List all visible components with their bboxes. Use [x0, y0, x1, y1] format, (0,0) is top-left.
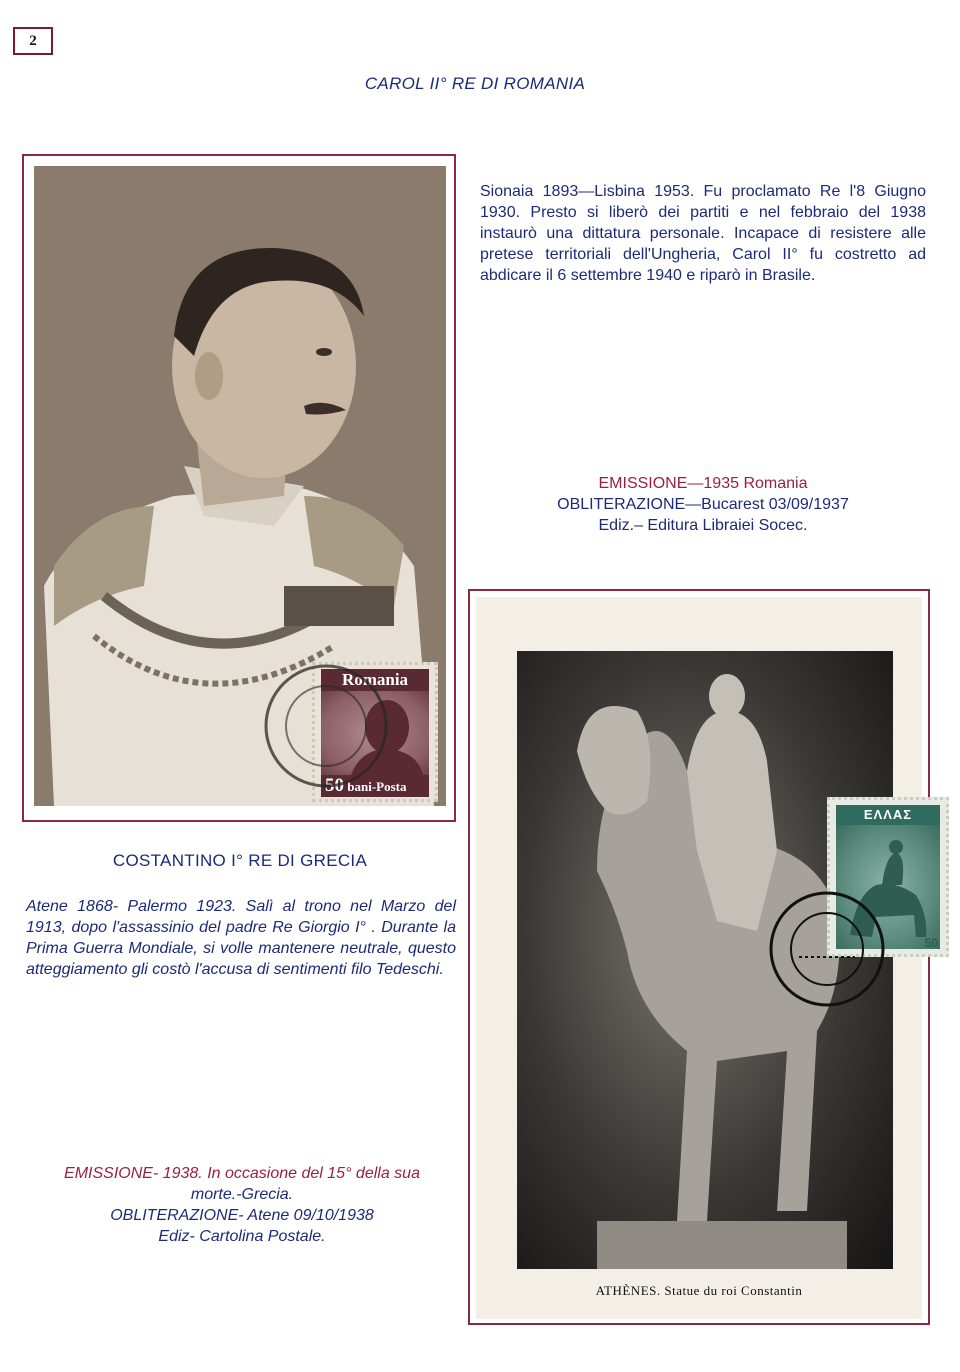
- constantin-heading: COSTANTINO I° RE DI GRECIA: [112, 851, 368, 870]
- carol-bio: [480, 181, 926, 286]
- athens-postmark-icon: [765, 887, 889, 1011]
- bucharest-postmark-icon: [256, 656, 396, 796]
- romania-stamp-value-label: bani-Posta: [347, 779, 407, 794]
- carol-edition: Ediz.– Editura Libraiei Socec.: [598, 517, 808, 534]
- constantin-card-frame: [468, 589, 938, 1325]
- constantin-edition: Ediz- Cartolina Postale.: [158, 1228, 326, 1245]
- postcard-caption: ATHÈNES. Statue du roi Constantin: [595, 1283, 803, 1298]
- romania-stamp-country: Romania: [321, 669, 429, 691]
- statue-photo: [517, 651, 938, 1269]
- constantin-emission-block: [22, 1163, 462, 1247]
- constantin-bio-text: Atene 1868- Palermo 1923. Salì al trono nel Marzo del 1913, dopo l'assassinio del padre Re Giorgio I° . Durante la Prima Guerra Mondiale, si volle mantenere neutrale, questo atteggiamento gli costò l'accusa di sentimenti filo Tedeschi.: [26, 898, 456, 978]
- greece-stamp-value: 50: [924, 936, 938, 950]
- page-title: CAROL II° RE DI ROMANIA: [364, 74, 586, 93]
- carol-obliteration: OBLITERAZIONE—Bucarest 03/09/1937: [557, 496, 849, 513]
- constantin-bio: [26, 896, 456, 980]
- carol-card-frame: [22, 154, 456, 822]
- carol-emission: EMISSIONE—1935 Romania: [598, 475, 808, 492]
- carol-portrait-photo: [34, 166, 446, 806]
- page-number: 2: [13, 27, 53, 55]
- romania-stamp-value-number: 50: [325, 775, 344, 796]
- carol-bio-text: Sionaia 1893—Lisbina 1953. Fu proclamato Re l'8 Giugno 1930. Presto si liberò dei partiti e nel febbraio del 1938 instaurò una dittatura personale. Incapace di resistere alle pretese territoriali dell'Ungheria, Carol II° fu costretto ad abdicare il 6 settembre 1940 e riparò in Brasile.: [480, 183, 926, 284]
- constantin-postcard: [476, 597, 938, 1319]
- greece-stamp-country: ΕΛΛΑΣ: [836, 805, 940, 825]
- constantin-emission-line2: morte.-Grecia.: [190, 1186, 294, 1203]
- constantin-obliteration: OBLITERAZIONE- Atene 09/10/1938: [110, 1207, 374, 1224]
- carol-emission-block: [480, 473, 926, 536]
- constantin-emission-line1: EMISSIONE- 1938. In occasione del 15° della sua: [64, 1165, 420, 1182]
